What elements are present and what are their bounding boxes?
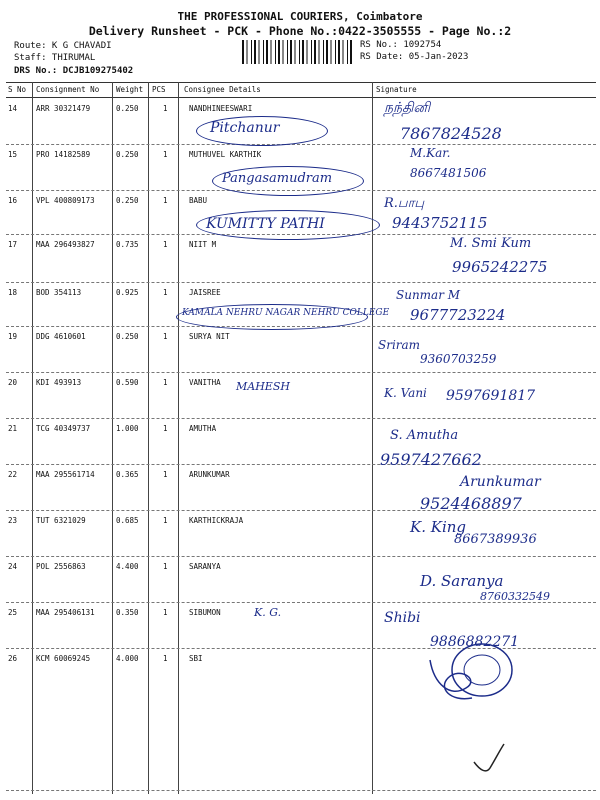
cell-pcs: 1 bbox=[163, 378, 168, 387]
barcode-bar bbox=[302, 40, 304, 64]
hand-note-25: K. G. bbox=[254, 606, 282, 619]
cell-sno: 18 bbox=[8, 288, 18, 297]
barcode-bar bbox=[254, 40, 256, 64]
barcode-bar bbox=[283, 40, 284, 64]
cell-consignee: SARANYA bbox=[189, 562, 221, 571]
row-divider bbox=[6, 790, 596, 791]
cell-sno: 25 bbox=[8, 608, 18, 617]
cell-consignment: BOD 354113 bbox=[36, 288, 82, 297]
signature-16: R.பாபு bbox=[384, 196, 425, 211]
col-signature: Signature bbox=[376, 85, 417, 94]
phone-21: 9597427662 bbox=[380, 450, 482, 469]
cell-weight: 1.000 bbox=[116, 424, 139, 433]
cell-weight: 0.365 bbox=[116, 470, 139, 479]
cell-sno: 21 bbox=[8, 424, 18, 433]
cell-pcs: 1 bbox=[163, 424, 168, 433]
runsheet-subtitle: Delivery Runsheet - PCK - Phone No.:0422-3505555 - Page No.:2 bbox=[88, 24, 512, 38]
signature-17: M. Smi Kum bbox=[450, 236, 532, 251]
cell-consignee: SIBUMON bbox=[189, 608, 221, 617]
phone-24: 8760332549 bbox=[480, 590, 550, 603]
barcode-bar bbox=[319, 40, 320, 64]
barcode-bar bbox=[242, 40, 244, 64]
phone-19: 9360703259 bbox=[420, 352, 497, 366]
row-divider bbox=[6, 372, 596, 373]
cell-consignment: VPL 400809173 bbox=[36, 196, 95, 205]
cell-consignment: MAA 296493827 bbox=[36, 240, 95, 249]
cell-pcs: 1 bbox=[163, 196, 168, 205]
barcode-bar bbox=[326, 40, 328, 64]
cell-consignment: ARR 30321479 bbox=[36, 104, 91, 113]
cell-weight: 0.250 bbox=[116, 104, 139, 113]
barcode-bar bbox=[278, 40, 280, 64]
barcode-bar bbox=[331, 40, 332, 64]
barcode-bar bbox=[307, 40, 308, 64]
cell-weight: 0.735 bbox=[116, 240, 139, 249]
barcode-bar bbox=[275, 40, 276, 64]
cell-consignee: NIIT M bbox=[189, 240, 217, 249]
cell-pcs: 1 bbox=[163, 470, 168, 479]
cell-consignee: MUTHUVEL KARTHIK bbox=[189, 150, 262, 159]
cell-weight: 0.250 bbox=[116, 196, 139, 205]
cell-sno: 22 bbox=[8, 470, 18, 479]
col-consignee: Consignee Details bbox=[184, 85, 261, 94]
cell-consignee: BABU bbox=[189, 196, 208, 205]
cell-weight: 0.590 bbox=[116, 378, 139, 387]
row-divider bbox=[6, 282, 596, 283]
barcode-bar bbox=[347, 40, 348, 64]
barcode-image bbox=[242, 40, 354, 64]
cell-consignment: MAA 295561714 bbox=[36, 470, 95, 479]
cell-sno: 19 bbox=[8, 332, 18, 341]
hand-note-16: KUMITTY PATHI bbox=[206, 216, 325, 232]
cell-consignment: TCG 40349737 bbox=[36, 424, 91, 433]
phone-17: 9965242275 bbox=[452, 258, 548, 276]
barcode-bar bbox=[350, 40, 352, 64]
cell-sno: 14 bbox=[8, 104, 18, 113]
drs-number: DRS No.: DCJB109275402 bbox=[14, 66, 134, 76]
cell-consignee: SBI bbox=[189, 654, 203, 663]
cell-consignee: SURYA NIT bbox=[189, 332, 230, 341]
barcode-bar bbox=[299, 40, 300, 64]
phone-22: 9524468897 bbox=[420, 494, 522, 513]
stamp-and-signature bbox=[420, 640, 530, 710]
signature-15: M.Kar. bbox=[410, 146, 451, 160]
route-label: Route: K G CHAVADI bbox=[14, 41, 112, 51]
phone-25: 9886882271 bbox=[430, 634, 520, 650]
signature-14: நந்தினி bbox=[384, 100, 431, 116]
cell-consignment: TUT 6321029 bbox=[36, 516, 86, 525]
cell-consignee: ARUNKUMAR bbox=[189, 470, 230, 479]
cell-pcs: 1 bbox=[163, 654, 168, 663]
cell-sno: 17 bbox=[8, 240, 18, 249]
barcode-bar bbox=[259, 40, 260, 64]
signature-19: Sriram bbox=[378, 338, 421, 352]
signature-20: K. Vani bbox=[384, 386, 427, 400]
barcode-bar bbox=[271, 40, 272, 64]
barcode-bar bbox=[314, 40, 316, 64]
barcode-bar bbox=[247, 40, 248, 64]
cell-sno: 20 bbox=[8, 378, 18, 387]
cell-sno: 16 bbox=[8, 196, 18, 205]
cell-consignment: MAA 295406131 bbox=[36, 608, 95, 617]
hand-note-14: Pitchanur bbox=[210, 120, 280, 136]
phone-15: 8667481506 bbox=[410, 166, 487, 180]
cell-pcs: 1 bbox=[163, 562, 168, 571]
rs-number: RS No.: 1092754 bbox=[360, 40, 442, 50]
col-consignment: Consignment No bbox=[36, 85, 100, 94]
signature-22: Arunkumar bbox=[460, 474, 541, 490]
cell-pcs: 1 bbox=[163, 332, 168, 341]
cell-consignment: KDI 493913 bbox=[36, 378, 82, 387]
hand-note-18: KAMALA NEHRU NAGAR NEHRU COLLEGE bbox=[182, 308, 390, 318]
barcode-bar bbox=[266, 40, 268, 64]
barcode-bar bbox=[343, 40, 344, 64]
row-divider bbox=[6, 464, 596, 465]
signature-18: Sunmar M bbox=[396, 288, 461, 302]
cell-pcs: 1 bbox=[163, 240, 168, 249]
cell-consignment: POL 2556863 bbox=[36, 562, 86, 571]
cell-pcs: 1 bbox=[163, 150, 168, 159]
cell-weight: 0.925 bbox=[116, 288, 139, 297]
cell-consignee: KARTHICKRAJA bbox=[189, 516, 244, 525]
cell-weight: 0.685 bbox=[116, 516, 139, 525]
cell-sno: 23 bbox=[8, 516, 18, 525]
col-sno: S No bbox=[8, 85, 27, 94]
phone-20: 9597691817 bbox=[446, 388, 536, 404]
barcode-bar bbox=[323, 40, 324, 64]
row-divider bbox=[6, 144, 596, 145]
phone-18: 9677723224 bbox=[410, 306, 506, 324]
cell-weight: 0.250 bbox=[116, 332, 139, 341]
cell-weight: 0.350 bbox=[116, 608, 139, 617]
cell-weight: 4.400 bbox=[116, 562, 139, 571]
row-divider bbox=[6, 418, 596, 419]
signature-21: S. Amutha bbox=[390, 428, 459, 443]
phone-23: 8667389936 bbox=[454, 532, 537, 547]
signature-24: D. Saranya bbox=[420, 572, 504, 590]
cell-sno: 26 bbox=[8, 654, 18, 663]
barcode-bar bbox=[338, 40, 340, 64]
column-header-row bbox=[6, 82, 596, 98]
hand-note-20: MAHESH bbox=[236, 380, 290, 393]
row-divider bbox=[6, 556, 596, 557]
signature-23: K. King bbox=[410, 518, 467, 536]
staff-label: Staff: THIRUMAL bbox=[14, 53, 96, 63]
barcode-bar bbox=[295, 40, 296, 64]
cell-consignee: NANDHINEESWARI bbox=[189, 104, 253, 113]
cell-consignee: AMUTHA bbox=[189, 424, 217, 433]
phone-16: 9443752115 bbox=[392, 214, 488, 232]
barcode-bar bbox=[251, 40, 252, 64]
barcode-bar bbox=[263, 40, 264, 64]
cell-consignment: PRO 14182589 bbox=[36, 150, 91, 159]
cell-consignment: DDG 4610601 bbox=[36, 332, 86, 341]
barcode-bar bbox=[311, 40, 312, 64]
cell-weight: 0.250 bbox=[116, 150, 139, 159]
company-title: THE PROFESSIONAL COURIERS, Coimbatore bbox=[177, 10, 423, 23]
tick-mark-icon bbox=[470, 740, 510, 776]
rs-date: RS Date: 05-Jan-2023 bbox=[360, 52, 469, 62]
barcode-bar bbox=[287, 40, 288, 64]
col-weight: Weight bbox=[116, 85, 144, 94]
phone-14: 7867824528 bbox=[400, 124, 502, 143]
barcode-bar bbox=[335, 40, 336, 64]
barcode-bar bbox=[290, 40, 292, 64]
cell-pcs: 1 bbox=[163, 608, 168, 617]
cell-consignee: JAISREE bbox=[189, 288, 221, 297]
cell-consignment: KCM 60069245 bbox=[36, 654, 91, 663]
cell-weight: 4.000 bbox=[116, 654, 139, 663]
cell-pcs: 1 bbox=[163, 104, 168, 113]
cell-pcs: 1 bbox=[163, 288, 168, 297]
cell-pcs: 1 bbox=[163, 516, 168, 525]
hand-note-15: Pangasamudram bbox=[222, 171, 333, 186]
cell-sno: 15 bbox=[8, 150, 18, 159]
cell-consignee: VANITHA bbox=[189, 378, 221, 387]
signature-25: Shibi bbox=[384, 610, 421, 626]
cell-sno: 24 bbox=[8, 562, 18, 571]
col-pcs: PCS bbox=[152, 85, 166, 94]
